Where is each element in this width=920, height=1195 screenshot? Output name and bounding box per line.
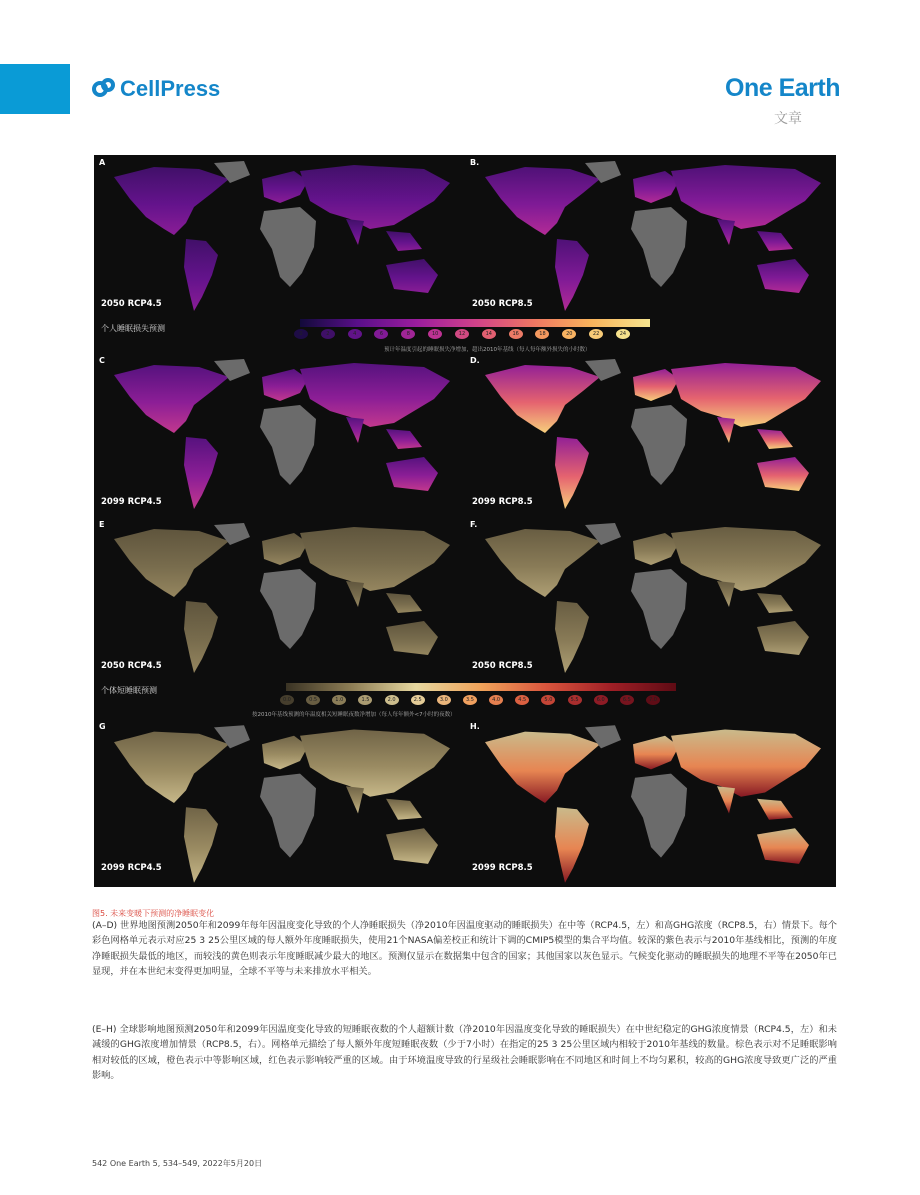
landmass-europe (633, 736, 679, 770)
panel-f (465, 517, 836, 677)
landmass-africa (631, 207, 687, 287)
legend-tick: 6.5 (620, 695, 634, 705)
corner-accent-block (0, 64, 70, 114)
landmass-southAmerica (555, 437, 589, 509)
legend-tick: 14 (482, 329, 496, 339)
journal-title[interactable]: One Earth (725, 74, 840, 102)
landmass-asia (671, 730, 821, 797)
panel-letter: D. (470, 356, 480, 365)
landmass-africa (260, 774, 316, 858)
landmass-asia (671, 165, 821, 229)
panel-h (465, 719, 836, 879)
landmass-australia (757, 259, 809, 293)
landmass-australia (757, 828, 809, 864)
panel-caption: 2099 RCP4.5 (101, 497, 162, 507)
panel-letter: F. (470, 520, 478, 529)
panel-caption: 2050 RCP4.5 (101, 299, 162, 309)
cellpress-logo[interactable] (92, 76, 220, 102)
landmass-africa (631, 774, 687, 858)
landmass-australia (757, 621, 809, 655)
world-map-g (94, 719, 465, 887)
legend-tick: 20 (562, 329, 576, 339)
legend-title: 个体短睡眠预测 (101, 686, 157, 695)
landmass-africa (260, 569, 316, 649)
world-map-e (94, 517, 465, 677)
world-map-d (465, 353, 836, 513)
legend-tick: 3.0 (437, 695, 451, 705)
landmass-northAmerica (114, 529, 229, 597)
legend-tick: 4.0 (489, 695, 503, 705)
landmass-asia (671, 527, 821, 591)
landmass-australia (386, 259, 438, 293)
panel-letter: C (99, 356, 105, 365)
legend-ticks (294, 329, 630, 339)
landmass-europe (633, 171, 679, 203)
landmass-asia (671, 363, 821, 427)
landmass-asia (300, 527, 450, 591)
panel-letter: H. (470, 722, 480, 731)
panel-c (94, 353, 465, 513)
legend-tick: 0 (294, 329, 308, 339)
legend-description: 预计年温度引起的睡眠损失净增加，超出2010年基线（每人每年额外损失的小时数） (384, 347, 591, 353)
panel-caption: 2099 RCP4.5 (101, 863, 162, 873)
landmass-australia (386, 828, 438, 864)
landmass-india (717, 786, 735, 813)
landmass-africa (631, 569, 687, 649)
landmass-asia (300, 363, 450, 427)
legend-colorbar (300, 319, 650, 327)
panel-b (465, 155, 836, 315)
legend-tick: 7.0 (646, 695, 660, 705)
landmass-asia (300, 730, 450, 797)
legend-description: 按2010年基线预测的年温度相关短睡眠夜数净增加（每人每年额外<7小时的夜数） (252, 712, 456, 718)
landmass-europe (633, 533, 679, 565)
world-map-h (465, 719, 836, 887)
legend-tick: 5.5 (568, 695, 582, 705)
legend-tick: 16 (509, 329, 523, 339)
figure-5 (94, 155, 836, 887)
landmass-northAmerica (485, 167, 600, 235)
landmass-europe (262, 369, 308, 401)
legend-colorbar (286, 683, 676, 691)
landmass-southAmerica (555, 239, 589, 311)
section-label: 文章 (774, 111, 802, 127)
panel-letter: A (99, 158, 106, 167)
page-footer: 542 One Earth 5, 534–549, 2022年5月20日 (92, 1159, 263, 1168)
panel-e (94, 517, 465, 677)
landmass-india (717, 219, 735, 245)
legend-tick: 10 (428, 329, 442, 339)
landmass-europe (633, 369, 679, 401)
world-map-c (94, 353, 465, 513)
legend-tick: 0.0 (280, 695, 294, 705)
panel-caption: 2099 RCP8.5 (472, 863, 533, 873)
legend-title: 个人睡眠损失预测 (101, 324, 165, 333)
legend-tick: 1.5 (358, 695, 372, 705)
world-map-f (465, 517, 836, 677)
landmass-africa (260, 207, 316, 287)
landmass-africa (631, 405, 687, 485)
legend-sleep-loss (94, 315, 836, 355)
landmass-seAsia (386, 593, 422, 613)
landmass-australia (386, 621, 438, 655)
landmass-southAmerica (184, 437, 218, 509)
legend-tick: 5.0 (541, 695, 555, 705)
landmass-europe (262, 736, 308, 770)
landmass-africa (260, 405, 316, 485)
landmass-india (346, 219, 364, 245)
caption-paragraph-1: (A–D) 世界地图预测2050年和2099年每年因温度变化导致的个人净睡眠损失（净2010年因温度驱动的睡眠损失）在中等（RCP4.5，左）和高GHG浓度（RCP8.5，右）情景下。每个彩色网格单元表示对应25 3 25公里区域的每人额外年度睡眠损失，使用21个NASA偏差校正和统计下调的CMIP5模型的集合平均值。较深的紫色表示与2010年基线相比，预测的年度净睡眠损失最低的地区，而较浅的黄色则表示年度睡眠减少最大的地区。预测仅显示在数据集中包含的国家；其他国家以灰色显示。气候变化驱动的睡眠损失的地理不平等在2050年已显现，并在本世纪末变得更加明显，全球不平等与未来排放水平相关。 (92, 920, 837, 977)
figure-title: 图5. 未来变暖下预测的净睡眠变化 (92, 909, 215, 918)
legend-short-sleep (94, 677, 836, 717)
legend-tick: 6 (374, 329, 388, 339)
landmass-southAmerica (555, 601, 589, 673)
landmass-india (717, 581, 735, 607)
legend-tick: 1.0 (332, 695, 346, 705)
landmass-india (717, 417, 735, 443)
landmass-india (346, 417, 364, 443)
legend-tick: 2.0 (385, 695, 399, 705)
landmass-europe (262, 533, 308, 565)
landmass-northAmerica (114, 732, 229, 803)
panel-caption: 2050 RCP8.5 (472, 299, 533, 309)
landmass-southAmerica (184, 239, 218, 311)
legend-tick: 4.5 (515, 695, 529, 705)
landmass-india (346, 581, 364, 607)
legend-tick: 12 (455, 329, 469, 339)
landmass-india (346, 786, 364, 813)
panel-letter: G (99, 722, 106, 731)
landmass-australia (757, 457, 809, 491)
legend-tick: 18 (535, 329, 549, 339)
world-map-a (94, 155, 465, 315)
legend-tick: 4 (348, 329, 362, 339)
panel-letter: E (99, 520, 105, 529)
legend-tick: 22 (589, 329, 603, 339)
caption-paragraph-2: (E–H) 全球影响地图预测2050年和2099年因温度变化导致的短睡眠夜数的个人超额计数（净2010年因温度变化导致的睡眠损失）在中世纪稳定的GHG浓度情景（RCP4.5，左）和未减缓的GHG浓度增加情景（RCP8.5，右）。网格单元描绘了每人额外年度短睡眠夜数（少于7小时）在指定的25 3 25公里区域内相较于2010年基线的数量。棕色表示对不足睡眠影响相对较低的区域，橙色表示中等影响区域，红色表示影响较严重的区域。由于环境温度导致的行星级社会睡眠影响在不同地区和时间上不均匀累积，较高的GHG浓度导致更广泛的严重影响。 (92, 1024, 837, 1081)
legend-tick: 24 (616, 329, 630, 339)
panel-caption: 2050 RCP4.5 (101, 661, 162, 671)
legend-tick: 8 (401, 329, 415, 339)
cellpress-mark-icon (92, 77, 116, 101)
panel-caption: 2099 RCP8.5 (472, 497, 533, 507)
legend-ticks (280, 695, 660, 705)
panel-d (465, 353, 836, 513)
landmass-seAsia (757, 799, 793, 820)
landmass-europe (262, 171, 308, 203)
landmass-seAsia (757, 429, 793, 449)
legend-tick: 6.0 (594, 695, 608, 705)
panel-letter: B. (470, 158, 480, 167)
landmass-seAsia (757, 593, 793, 613)
panel-a (94, 155, 465, 315)
world-map-b (465, 155, 836, 315)
legend-tick: 2.5 (411, 695, 425, 705)
landmass-southAmerica (184, 601, 218, 673)
landmass-seAsia (386, 231, 422, 251)
landmass-southAmerica (555, 807, 589, 883)
landmass-northAmerica (485, 365, 600, 433)
landmass-seAsia (386, 799, 422, 820)
landmass-seAsia (386, 429, 422, 449)
landmass-northAmerica (114, 365, 229, 433)
publisher-name: CellPress (120, 76, 221, 101)
landmass-southAmerica (184, 807, 218, 883)
legend-tick: 2 (321, 329, 335, 339)
panel-g (94, 719, 465, 879)
landmass-northAmerica (485, 732, 600, 803)
landmass-northAmerica (485, 529, 600, 597)
panel-caption: 2050 RCP8.5 (472, 661, 533, 671)
landmass-asia (300, 165, 450, 229)
legend-tick: 0.5 (306, 695, 320, 705)
legend-tick: 3.5 (463, 695, 477, 705)
landmass-northAmerica (114, 167, 229, 235)
landmass-australia (386, 457, 438, 491)
landmass-seAsia (757, 231, 793, 251)
